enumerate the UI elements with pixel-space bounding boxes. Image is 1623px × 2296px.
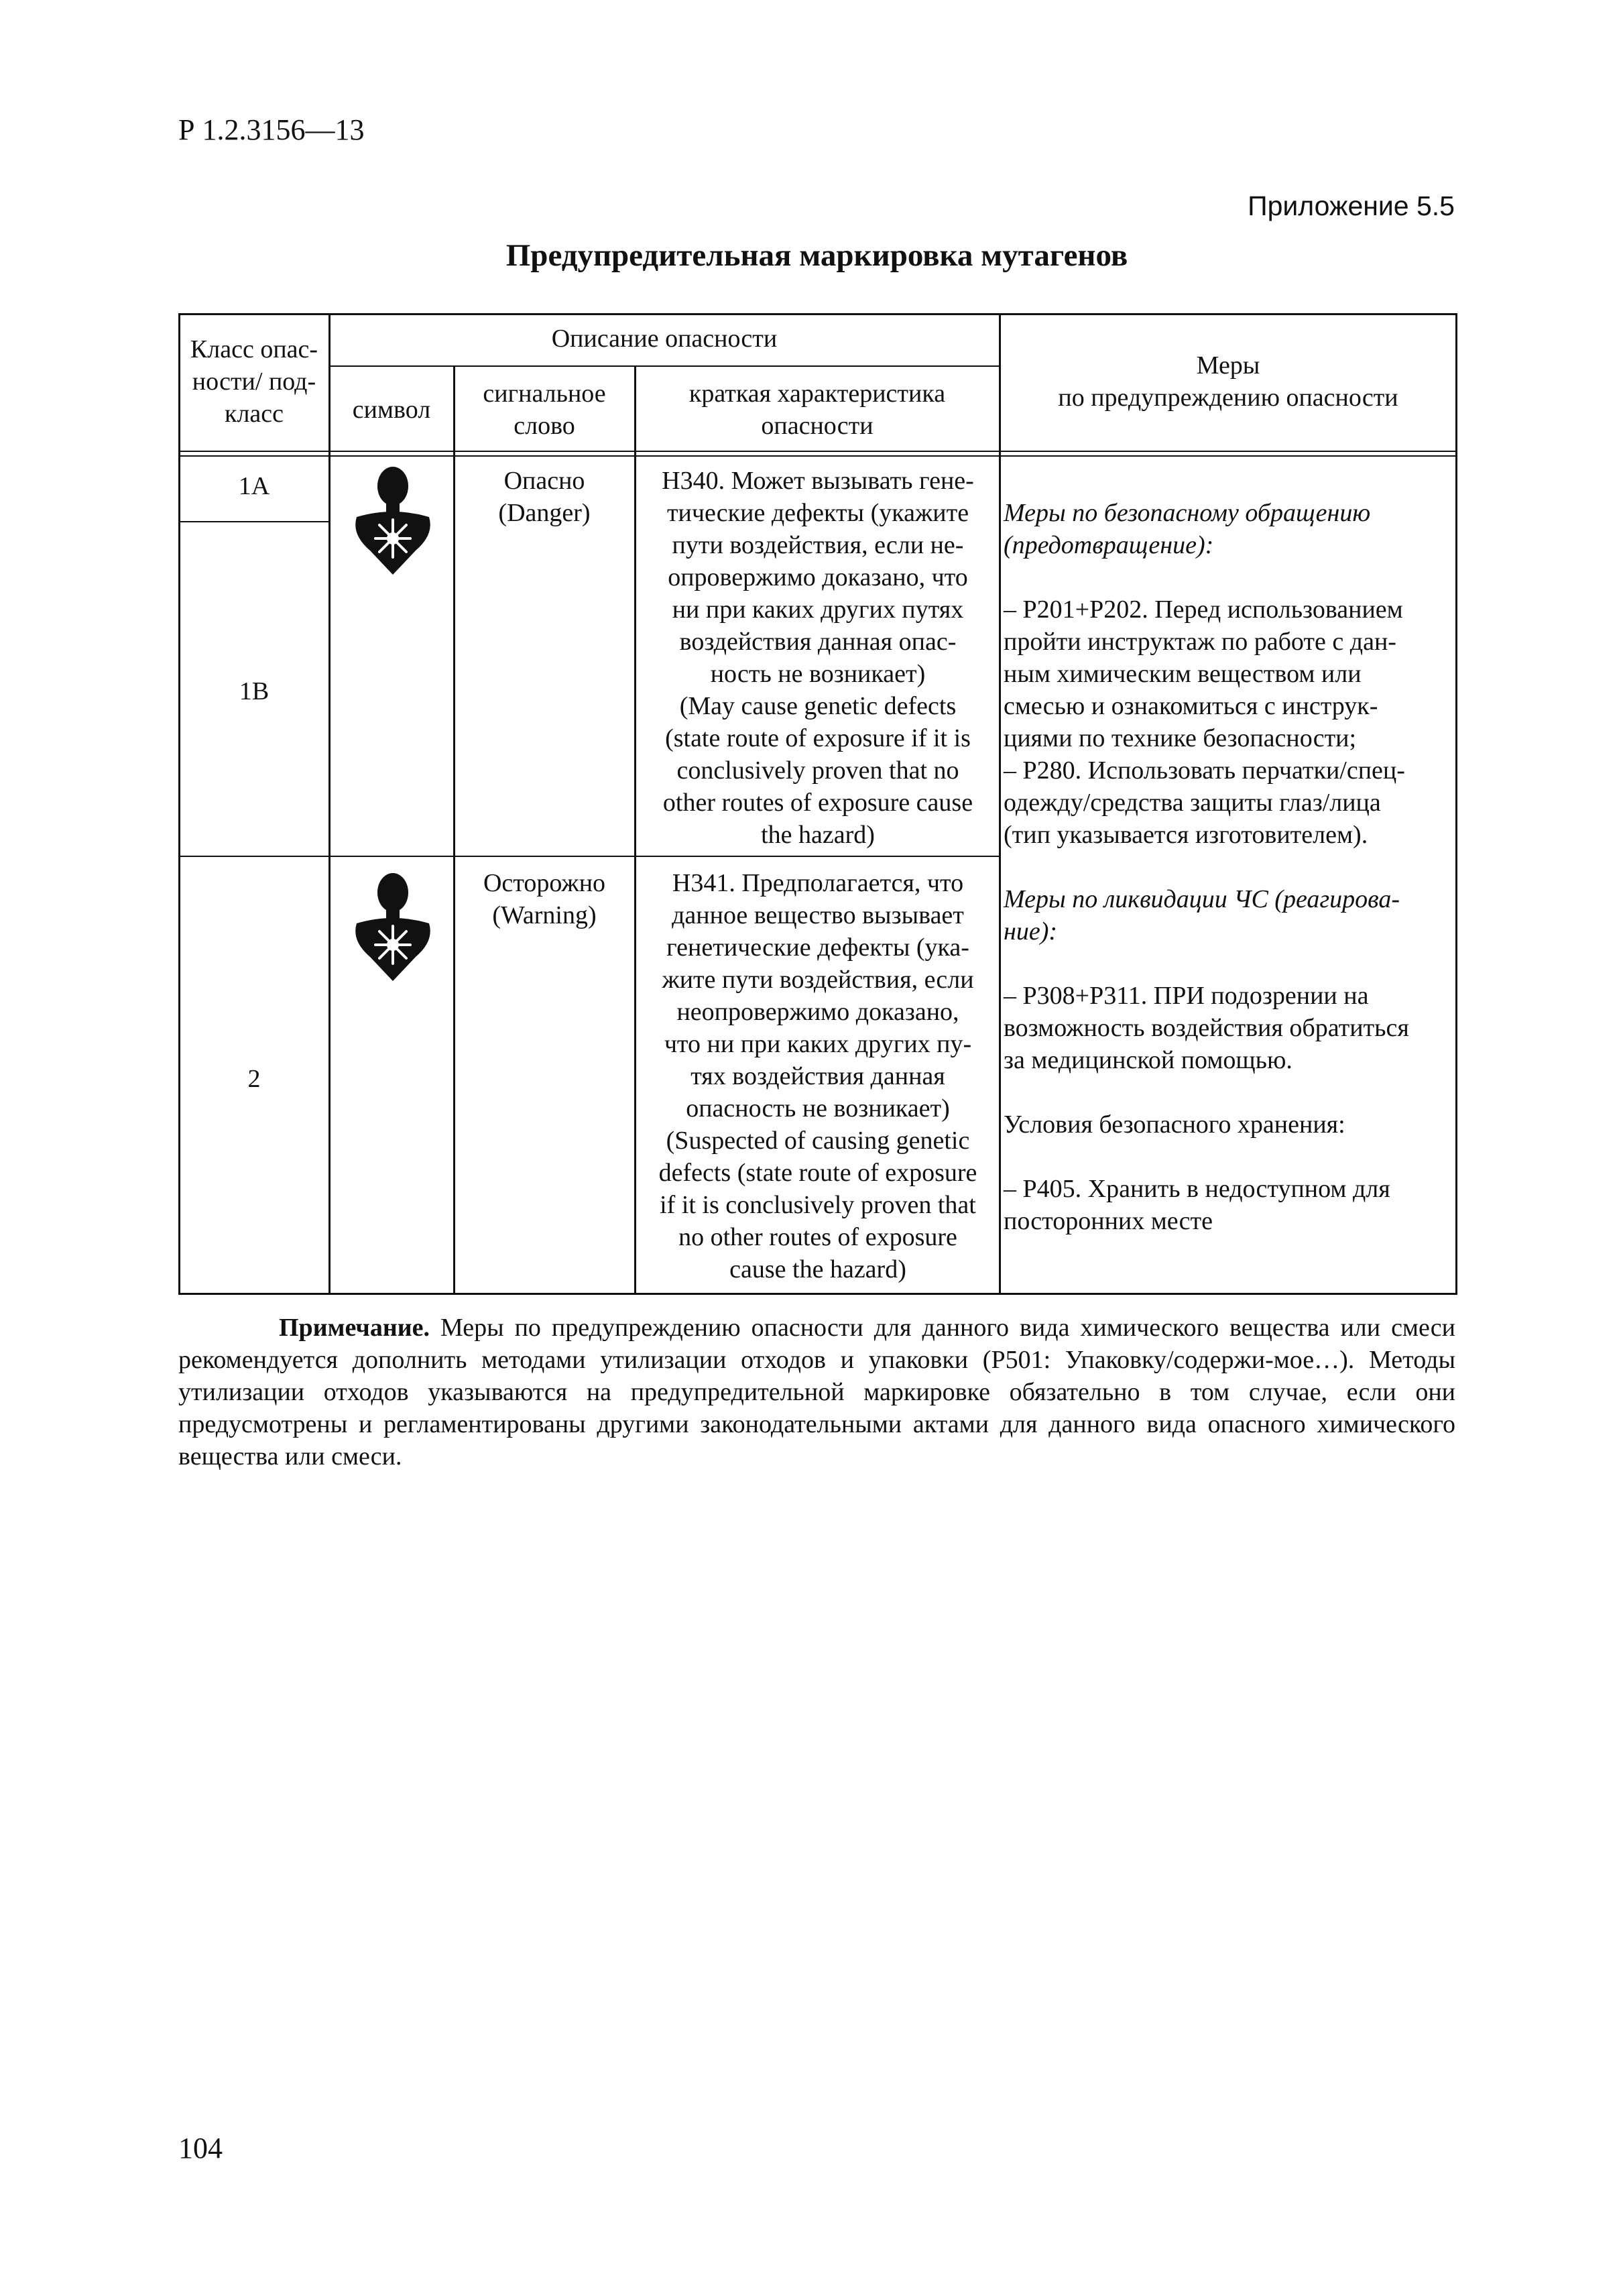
class-cell-1b: 1В — [239, 677, 269, 705]
response-heading: Меры по ликвидации ЧС (реагирова- ние): — [1004, 885, 1400, 945]
signal-word-danger: Опасно (Danger) — [498, 467, 591, 527]
table-border-bottom — [178, 1293, 1457, 1295]
header-measures: Меры по предупреждению опасности — [1058, 351, 1398, 412]
header-signal-word: сигнальное слово — [483, 380, 606, 440]
health-hazard-icon — [349, 462, 437, 577]
document-code: Р 1.2.3156—13 — [178, 113, 365, 146]
note-label: Примечание. — [279, 1314, 430, 1342]
table-border-top — [178, 313, 1457, 315]
page-number: 104 — [178, 2132, 223, 2165]
signal-word-warning: Осторожно (Warning) — [483, 869, 606, 929]
prevention-heading: Меры по безопасному обращению (предотвращение): — [1004, 499, 1371, 559]
header-subdivider — [328, 365, 1001, 367]
header-bottom-rule-2 — [178, 455, 1457, 457]
storage-heading: Условия безопасного хранения: — [1004, 1110, 1345, 1139]
header-description-group: Описание опасности — [551, 325, 778, 353]
health-hazard-icon — [349, 868, 437, 984]
header-symbol: символ — [352, 396, 431, 424]
hazard-statement-h340: Н340. Может вызывать гене- тические дефекты (укажите пути воздействия, если не- опровержимо доказано, что ни при каких других путях воздействия данная опас- ность не возникает) (May cause genetic defects (state route of exposure if it is conclusively proven that no other routes of exposure cause the hazard) — [662, 467, 974, 849]
footnote — [178, 1312, 1455, 1473]
header-bottom-rule — [178, 451, 1457, 452]
prevention-items: – Р201+Р202. Перед использованием пройти инструктаж по работе с дан- ным химическим веществом или смесью и ознакомиться с инструк- циями по технике безопасности; – Р280. Использовать перчатки/спец- одежду/средства защиты глаз/лица (тип указывается изготовителем). — [1004, 595, 1405, 849]
table-border-left — [178, 313, 180, 1295]
class-cell-1a: 1А — [238, 472, 270, 500]
header-characteristic: краткая характеристика опасности — [688, 380, 946, 440]
hazard-statement-h341: Н341. Предполагается, что данное вещество вызывает генетические дефекты (ука- жите пути воздействия, если неопровержимо доказано, что ни при каких других пу- тях воздействия данная опасность не возникает) (Suspected of causing genetic defects (state route of exposure if it is conclusively proven that no other routes of exposure cause the hazard) — [658, 869, 977, 1283]
class-cell-2: 2 — [247, 1065, 261, 1093]
note-text: Меры по предупреждению опасности для данного вида химического вещества или смеси рекомендуется дополнить методами утилизации отходов и упаковки (Р501: Упаковку/содержи-мое…). Методы утилизации отходов указываются на предупредительной маркировке обязательно в том случае, если они предусмотрены и регламентированы другими законодательными актами для данного вида опасного химического вещества или смеси. — [178, 1314, 1455, 1471]
header-class: Класс опас- ности/ под- класс — [190, 335, 318, 428]
row-divider-group — [178, 856, 1000, 857]
response-items: – Р308+Р311. ПРИ подозрении на возможность воздействия обратиться за медицинской помощью. — [1004, 982, 1409, 1074]
page-title: Предупредительная маркировка мутагенов — [505, 238, 1128, 273]
table-border-right — [1455, 313, 1457, 1295]
appendix-label: Приложение 5.5 — [1248, 190, 1455, 221]
precautionary-measures — [1004, 465, 1454, 1269]
hazard-table — [178, 313, 1457, 1295]
storage-items: – Р405. Хранить в недоступном для посторонних месте — [1004, 1175, 1390, 1235]
row-divider-1a-1b — [178, 521, 330, 522]
col-divider-class — [328, 313, 330, 1295]
